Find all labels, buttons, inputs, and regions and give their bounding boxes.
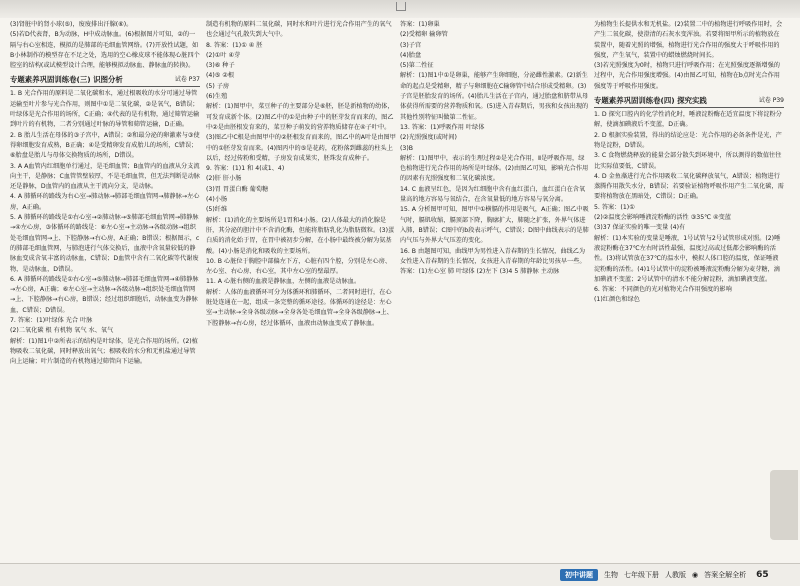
top-binding-band xyxy=(0,0,800,18)
section-heading xyxy=(10,74,200,87)
footer-answer-label: 答案全解全析 xyxy=(704,571,747,579)
answer-paragraph: 答案：(1)卵巢 xyxy=(400,21,440,28)
answer-paragraph: (3)肾脏中的肾小球(⑤)，废废排出汗腺(⑥)。 xyxy=(10,21,133,28)
answer-paragraph: 9. 答案：(1)1 和 4(或1、4) xyxy=(206,165,285,173)
answer-paragraph: 解析：(1)消化的主要场所是1胃和4小肠。(2)人体最大的消化腺是肝，其分泌的胆汁中不含消化酶，但能将脂肪乳化为脂肪微粒。(3)蛋白质的消化始于胃，在胃中被初步分解，在小肠中最终被分解为氨基酸。(4)小肠是消化和吸收的主要场所。 xyxy=(206,216,395,255)
answer-paragraph: 解析：(1)图甲中，菜豆种子的主要部分是⑥胚，胚是新植物的幼体，可发育成新个体。(2)图乙中的①是由种子中的胚芽发育而来的，图乙中②是由胚根发育来的，菜豆种子萌发的营养物质储存在④子叶中。(3)图乙中C根是由图甲中的②胚根发育而来的，图乙中的A叶是由图甲中的①胚芽发育而来。(4)图丙中的⑤是花药，花粉落到雌蕊的柱头上以后，经过传粉和受精，子房发育成果实，胚珠发育成种子。 xyxy=(206,103,396,162)
answer-paragraph: 14. C 血液呈红色，是因为红细胞中含有血红蛋白，血红蛋白在含氧量高的地方容易与氧结合，在含氧量低的地方容易与氧分离。 xyxy=(400,185,586,204)
column-3 xyxy=(400,20,590,560)
answer-paragraph: (2)受精卵 输卵管 xyxy=(400,31,448,39)
answer-paragraph: 1. B 光合作用的原料是二氧化碳和水，通过根吸收的水分可通过导管运输至叶片参与光合作用，则图中①是二氧化碳，②是氧气，B错误；叶绿体是光合作用的场所，C正确；④代表的是有机物，通过筛管运输到叶片的有机物，二者分别通过叶脉的导管和筛管运输，D正确。 xyxy=(10,90,200,129)
answer-paragraph: 解析：(1)本实验的变量是唾液，1号试管与2号试管形成对照。(2)唾液淀粉酶在37℃左右时活性最强，温度过高或过低都会影响酶的活性。(3)将试管放在37℃的温水中，模拟人体口腔的温度，保证唾液淀粉酶的活性。(4)1号试管中的淀粉被唾液淀粉酶分解为麦芽糖，滴加碘液不变蓝；2号试管中的清水不能分解淀粉，滴加碘液变蓝。 xyxy=(594,234,781,283)
answer-paragraph: (5)若D代表肾，B为动脉，H中成动脉血。(6)根据图片可知，②的一隔与右心室相连，模拟的是肺部的毛细血管网络。(7)开放性试题，如B小林制作的模型存在不足之处，选用的空心橡皮球不能体现心脏四个腔室的结构(或试模型设计合理，能够模拟动脉血、静脉血的转换)。 xyxy=(10,31,200,70)
answer-paragraph: 6. 答案：不同颜色的光对植物光合作用强度的影响 xyxy=(594,286,732,294)
page-number: 65 xyxy=(756,570,769,580)
answer-paragraph: 3. C 食物燃烧释放的能量会部分散失到环境中，所以测得的数值往往比实际值要低，C错误。 xyxy=(594,152,782,170)
answer-paragraph: (4)胎盘 xyxy=(400,51,422,59)
answer-paragraph: 答案：(1)左心室 肺 叶绿体 (2)左下 (3)4 5 肺静脉 主动脉 xyxy=(400,268,560,276)
answer-paragraph: (1)红颜色和绿色 xyxy=(594,296,640,304)
section-heading-ref: 试卷 P39 xyxy=(758,97,784,105)
answer-paragraph: 7. 答案：(1)叶绿体 光合 叶脉 xyxy=(10,317,93,325)
answer-paragraph: 15. A 分析图甲可知，图甲中①横膈的作用是吸气，A正确；图乙中吸气时，膈肌收缩，膈顶部下降，胸廓扩大，肺随之扩张，外界气体进入肺，B错误；C图中的b段表示呼气，C错误；D图中曲线表示的是肺内气压与外界大气压差的变化。 xyxy=(400,206,589,245)
answer-paragraph: (3)B xyxy=(400,144,414,152)
answer-paragraph: (2)肝 肝小肠 xyxy=(206,175,242,183)
answer-paragraph: 5. A 肺循环的路线是①右心室→②肺动脉→⑤肺部毛细血管网→肺静脉→④左心房，③体循环的路线是：⑥左心室→主动脉→各级动脉→组织处毛细血管网→上、下腔静脉→右心房，A正确；B错误；根据图示，c的肺部毛细血管网，与肺泡进行气体交换后，血液中含氧量较低的静脉血变成含氧丰富的动脉血，C错误；D血管中含有二氧化碳等代谢废物，是动脉血，D错误。 xyxy=(10,214,200,273)
answer-paragraph: 3. A A血管内红细胞单行通过，是毛细血管；B血管内的血液从分支流向主干，是静脉；C血管管壁较厚，不是毛细血管，但无法判断是动脉还是静脉，D血管内的血液从主干流向分支，是动脉。 xyxy=(10,162,200,191)
answer-paragraph: 5. 答案：(1)① xyxy=(594,203,635,211)
footer-bar xyxy=(560,568,769,582)
answer-paragraph: 解析：(1)图1中①是卵巢，能够产生卵细胞，分泌雌性激素。(2)新生命的起点是受精卵，精子与卵细胞在C输卵管中结合形成受精卵。(3)子宫是胚胎发育的场所。(4)胎儿生活在子宫内，通过胎盘和脐带从母体获得所需要的营养物质和氧。(5)进入青春期后，男孩和女孩出现的其他性别特征叫做第二性征。 xyxy=(400,72,589,121)
answer-paragraph: 2. B 胎儿生活在母体的③子宫中，A错误；②和最分泌的卵激素与③使得卵细胞发育成熟，B正确；④是受精卵发育成胎儿的场所，C错误；⑥胎盘是胎儿与母体交换物质的场所，D错误。 xyxy=(10,131,200,160)
answer-paragraph: 6. A 肺循环的路线是①右心室→⑤肺动脉→肺部毛细血管网→④肺静脉→左心房，A正确；⑥左心室→主动脉→各级动脉→组织处毛细血管网→上、下腔静脉→右心房，B错误；经过组织细胞后，动脉血变为静脉血，C错误；D错误。 xyxy=(10,275,199,314)
binding-mark xyxy=(396,2,406,11)
answer-paragraph: 解析：(1)图甲中，表示的生理过程②是光合作用，Ⅱ是呼吸作用，绿色植物进行光合作用的场所是叶绿体。(2)由图乙可知，影响光合作用的因素有光照强度和二氧化碳浓度。 xyxy=(400,154,589,183)
answer-paragraph: 8. 答案：(1)① ④ 胚 xyxy=(206,41,263,49)
column-2 xyxy=(206,20,396,560)
answer-paragraph: 4. A 肺循环的路线为右心室→肺动脉→肺部毛细血管网→肺静脉→左心房，A正确。 xyxy=(10,193,200,211)
answer-paragraph: (5)纤维 xyxy=(206,206,228,214)
page-fold-shadow xyxy=(770,470,798,540)
section-heading-ref: 试卷 P37 xyxy=(174,76,200,84)
footer-edition: 人教版 xyxy=(665,571,686,579)
answer-paragraph: (2)二氧化碳 根 有机物 氧气 水、氧气 xyxy=(10,327,114,335)
page-footer xyxy=(0,563,800,586)
book-icon: ◉ xyxy=(692,571,699,579)
answer-paragraph: 解析：(1)图1中②所表示的结构是叶绿体，是光合作用的场所。(2)植物吸收二氧化碳，同时释放出氧气；根吸收的水分和无机盐通过导管向上运输；叶片制造的有机物通过筛管向下运输。 xyxy=(10,337,198,366)
section-heading-title: 专题素养巩固训练卷(四) 探究实践 xyxy=(594,96,707,106)
footer-subject: 生物 xyxy=(604,571,618,579)
answer-paragraph: 2. D 根据实验装置，得出的结论应是：光合作用的必备条件是光，产物是淀粉，D错误。 xyxy=(594,131,782,149)
answer-paragraph: (3)⑥ 种子 xyxy=(206,62,235,70)
answer-paragraph: 13. 答案：(1)呼吸作用 叶绿体 xyxy=(400,123,485,131)
answer-paragraph: (5)第二性征 xyxy=(400,62,434,70)
answer-paragraph: (4)小肠 xyxy=(206,196,228,204)
answer-paragraph: 10. B 心脏位于胸腔中部偏左下方，心脏有四个腔，分别是左心房、左心室、右心房、右心室，其中左心室的壁最厚。 xyxy=(206,257,392,276)
answer-paragraph: (2)①叶 ④芽 xyxy=(206,51,241,59)
answer-paragraph: 4. D 金鱼藻进行光合作用吸收二氧化碳释放氧气，A错误；植物进行蒸腾作用散失水分，B错误；若要验证植物呼吸作用产生二氧化碳，需要将植物放在黑暗处，C错误；D正确。 xyxy=(594,172,784,201)
answer-paragraph: (4)⑤ ②根 xyxy=(206,72,235,80)
answer-paragraph: 为植物生长提供水和无机盐。(2)装置二中的植物进行呼吸作用时，会产生二氧化碳，使澄清的石灰水变浑浊。若要将图甲所示的植物放在装置中，随着光照的增强，植物进行光合作用的强度大于呼吸作用的强度，产生氧气，装置中的蜡烛燃烧时间长。 xyxy=(594,21,783,59)
answer-paragraph: (3)子宫 xyxy=(400,41,422,49)
answer-paragraph: (3)若光照强度为0时，植物只进行呼吸作用；在光照强度逐渐增强的过程中，光合作用强度增强。(4)由图乙可知，植物在b点时光合作用强度等于呼吸作用强度。 xyxy=(594,62,780,90)
answer-paragraph: (2)②温度会影响唾液淀粉酶的活性 ③35℃ ④变蓝 xyxy=(594,214,731,222)
answer-paragraph: (3)胃 胃蛋白酶 葡萄糖 xyxy=(206,185,269,193)
answer-paragraph: 制造有机物的原料二氧化碳，同时水和叶片进行光合作用产生的氧气也会通过气孔散失到大气中。 xyxy=(206,21,392,39)
brand-badge: 初中讲题 xyxy=(560,569,598,581)
section-heading xyxy=(594,95,784,108)
answer-paragraph: 解析：人体的血液循环可分为体循环和肺循环，二者同时进行，在心脏处连通在一起，组成一条完整的循环途径。体循环的途径是：左心室→主动脉→全身各级动脉→全身各处毛细血管→全身各级静脉→上、下腔静脉→右心房，经过体循环，血液由动脉血变成了静脉血。 xyxy=(206,288,393,327)
footer-grade: 七年级下册 xyxy=(624,571,659,579)
answer-paragraph: (3)37 保证实验的唯一变量 (4)有 xyxy=(594,224,686,232)
answer-paragraph: 16. B 由题图可知，曲线甲为男性进入青春期的生长情况，曲线乙为女性进入青春期的生长情况，女孩进入青春期的年龄比男孩早一些。 xyxy=(400,247,586,265)
column-1 xyxy=(10,20,200,560)
answer-paragraph: (2)光照强度(或时间) xyxy=(400,134,457,142)
section-heading-title: 专题素养巩固训练卷(三) 识图分析 xyxy=(10,75,123,85)
answer-paragraph: (5) 子房 xyxy=(206,82,230,90)
answer-paragraph: 1. D 探究口腔内的化学性消化时，唾液淀粉酶在适宜温度下将淀粉分解，使滴加碘液后不变蓝，D正确。 xyxy=(594,111,782,129)
answer-paragraph: (6)生殖 xyxy=(206,93,228,101)
column-4 xyxy=(594,20,784,560)
answer-paragraph: 11. A 心脏右侧的血液是静脉血，左侧的血液是动脉血。 xyxy=(206,278,361,286)
